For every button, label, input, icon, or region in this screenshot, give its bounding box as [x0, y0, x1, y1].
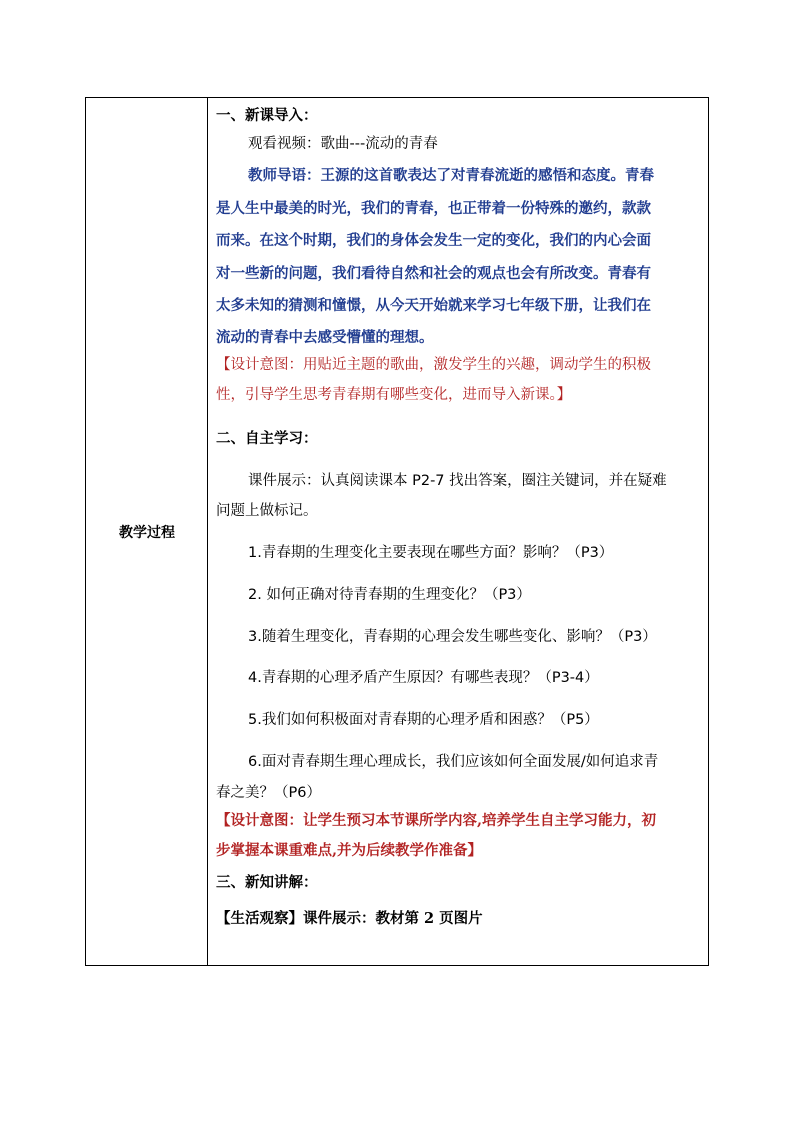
teacher-intro-line: 流动的青春中去感受懵懂的理想。 [216, 329, 434, 346]
section-heading-self-study: 二、自主学习： [216, 430, 318, 447]
video-line: 观看视频：歌曲---流动的青春 [248, 136, 438, 152]
question-item: 6.面对青春期生理心理成长，我们应该如何全面发展/如何追求青 [248, 754, 659, 770]
design-intent-line: 步掌握本课重难点,并为后续教学作准备】 [216, 842, 483, 859]
self-study-intro-line: 问题上做标记。 [216, 503, 318, 519]
section-heading-new-knowledge: 三、新知讲解： [216, 874, 318, 891]
teacher-intro-line: 而来。在这个时期，我们的身体会发生一定的变化，我们的内心会面 [216, 232, 651, 249]
question-item: 1.青春期的生理变化主要表现在哪些方面？影响？（P3） [248, 545, 614, 561]
lesson-table [85, 97, 709, 966]
question-item: 2. 如何正确对待青春期的生理变化？（P3） [248, 587, 531, 603]
question-item: 5.我们如何积极面对青春期的心理矛盾和困惑？（P5） [248, 712, 599, 728]
question-item: 4.青春期的心理矛盾产生原因？有哪些表现？（P3-4） [248, 670, 599, 686]
self-study-intro-line: 课件展示：认真阅读课本 P2-7 找出答案，圈注关键词，并在疑难 [248, 473, 667, 489]
question-item: 春之美？（P6） [216, 785, 321, 801]
section-heading-intro: 一、新课导入： [216, 107, 318, 124]
design-intent-line: 性，引导学生思考青春期有哪些变化，进而导入新课。】 [216, 387, 572, 403]
teacher-intro-line: 教师导语：王源的这首歌表达了对青春流逝的感悟和态度。青春 [248, 167, 654, 184]
teacher-intro-line: 是人生中最美的时光，我们的青春，也正带着一份特殊的邀约，款款 [216, 200, 651, 217]
teacher-intro-line: 对一些新的问题，我们看待自然和社会的观点也会有所改变。青春有 [216, 265, 651, 282]
question-item: 3.随着生理变化，青春期的心理会发生哪些变化、影响？（P3） [248, 629, 657, 645]
design-intent-line: 【设计意图：用贴近主题的歌曲，激发学生的兴趣，调动学生的积极 [216, 357, 651, 373]
life-observation-line: 【生活观察】课件展示：教材第 2 页图片 [216, 910, 483, 927]
teacher-intro-line: 太多未知的猜测和憧憬，从今天开始就来学习七年级下册，让我们在 [216, 297, 651, 314]
design-intent-line: 【设计意图：让学生预习本节课所学内容,培养学生自主学习能力，初 [216, 812, 657, 829]
label-column [86, 98, 208, 965]
row-label: 教学过程 [119, 525, 175, 541]
